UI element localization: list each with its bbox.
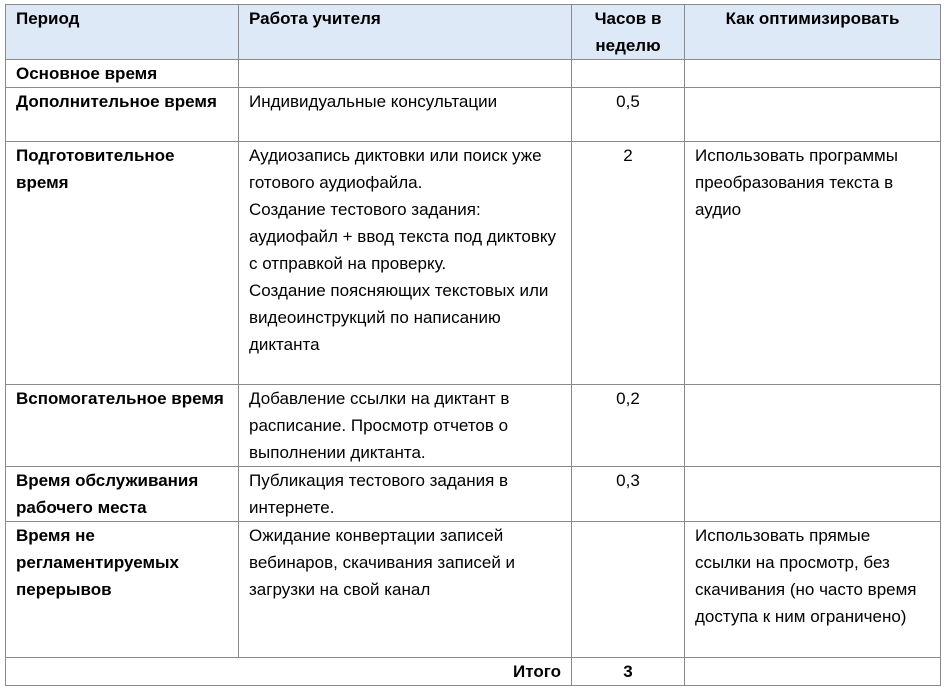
total-label: Итого — [6, 658, 572, 686]
work-cell — [239, 60, 572, 88]
period-cell: Вспомогательное время — [6, 385, 239, 467]
optimize-cell — [685, 60, 941, 88]
period-cell: Время обслуживания рабочего места — [6, 467, 239, 522]
total-value: 3 — [572, 658, 685, 686]
period-cell: Дополнительное время — [6, 88, 239, 142]
table-row — [6, 467, 941, 522]
header-hours: Часов в неделю — [572, 5, 685, 60]
work-cell — [239, 522, 572, 658]
hours-cell: 0,3 — [572, 467, 685, 522]
optimize-cell: Использовать прямые ссылки на просмотр, без скачивания (но часто время доступа к ним ограничено) — [685, 522, 941, 658]
work-text: Создание тестового задания: аудиофайл + ввод текста под диктовку с отправкой на проверку. — [249, 200, 557, 273]
work-cell — [239, 88, 572, 142]
header-period: Период — [6, 5, 239, 60]
work-text: Ожидание конвертации записей вебинаров, скачивания записей и загрузки на свой канал — [249, 526, 516, 599]
total-row — [6, 658, 941, 686]
work-cell — [239, 467, 572, 522]
work-text: Индивидуальные консультации — [249, 92, 498, 111]
hours-cell: 0,5 — [572, 88, 685, 142]
period-cell: Время не регламентируемых перерывов — [6, 522, 239, 658]
work-text: Публикация тестового задания в интернете. — [249, 471, 509, 517]
table-row — [6, 60, 941, 88]
hours-cell: 0,2 — [572, 385, 685, 467]
time-table — [5, 4, 941, 686]
work-text: Аудиозапись диктовки или поиск уже готового аудиофайла. — [249, 146, 542, 192]
period-cell: Основное время — [6, 60, 239, 88]
optimize-cell: Использовать программы преобразования текста в аудио — [685, 142, 941, 385]
table-row — [6, 385, 941, 467]
hours-cell — [572, 60, 685, 88]
work-text: Добавление ссылки на диктант в расписание. Просмотр отчетов о выполнении диктанта. — [249, 389, 510, 462]
work-cell — [239, 142, 572, 385]
table-row — [6, 88, 941, 142]
hours-cell: 2 — [572, 142, 685, 385]
optimize-cell — [685, 467, 941, 522]
optimize-cell — [685, 385, 941, 467]
table-row — [6, 522, 941, 658]
header-work: Работа учителя — [239, 5, 572, 60]
work-text: Создание поясняющих текстовых или видеоинструкций по написанию диктанта — [249, 281, 549, 354]
header-optimize: Как оптимизировать — [685, 5, 941, 60]
optimize-cell — [685, 88, 941, 142]
total-empty-cell — [685, 658, 941, 686]
hours-cell — [572, 522, 685, 658]
work-cell — [239, 385, 572, 467]
header-row — [6, 5, 941, 60]
table-row — [6, 142, 941, 385]
period-cell: Подготовительное время — [6, 142, 239, 385]
